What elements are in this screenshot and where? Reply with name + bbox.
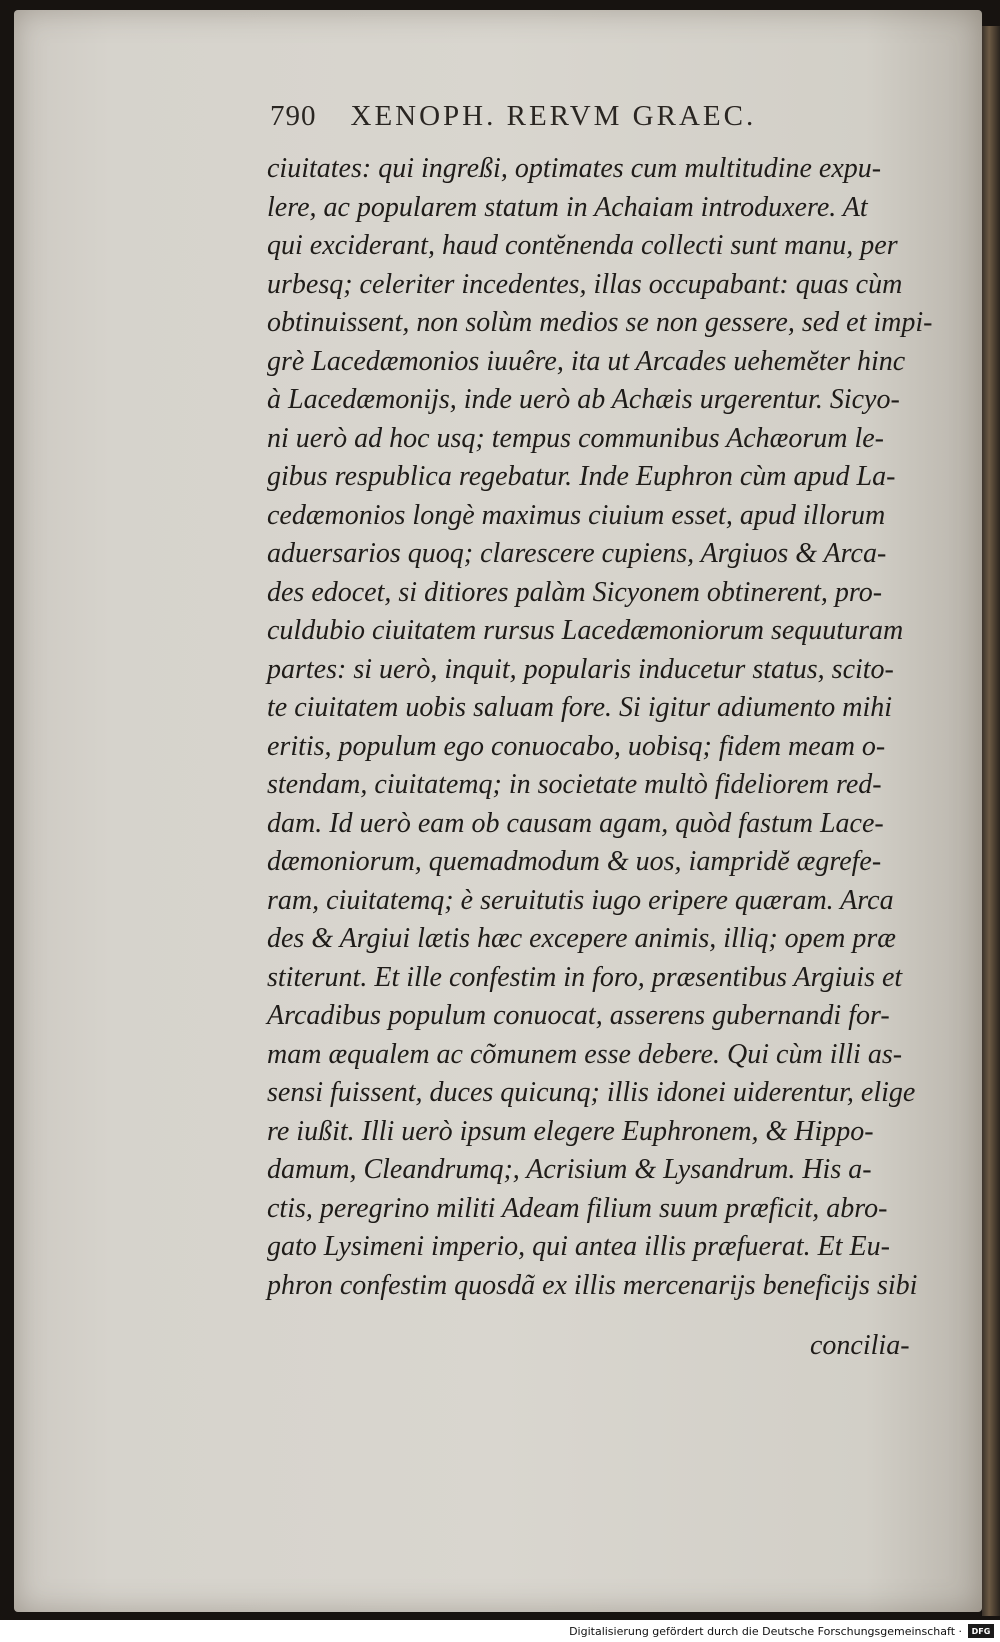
text-line: mam æqualem ac cõmunem esse debere. Qui cùm illi as-: [267, 1038, 903, 1070]
text-line: obtinuissent, non solùm medios se non gessere, sed et impi-: [267, 307, 933, 338]
body-text: [267, 150, 937, 1305]
running-head: XENOPH. RERVM GRAEC.: [350, 100, 757, 132]
text-line: aduersarios quoq; clarescere cupiens, Argiuos & Arca-: [267, 538, 887, 569]
funding-credit: Digitalisierung gefördert durch die Deutsche Forschungsgemeinschaft ·: [569, 1624, 962, 1638]
text-line: lere, ac popularem statum in Achaiam introduxere. At: [267, 191, 868, 223]
page-number: 790: [270, 100, 317, 132]
text-line: phron confestim quosdã ex illis mercenarijs beneficijs sibi: [267, 1269, 918, 1301]
text-line: gato Lysimeni imperio, qui antea illis præfuerat. Et Eu-: [267, 1231, 890, 1262]
text-line: culdubio ciuitatem rursus Lacedæmoniorum sequuturam: [267, 615, 904, 646]
text-line: cedæmonios longè maximus ciuium esset, apud illorum: [267, 499, 886, 531]
text-line: stiterunt. Et ille confestim in foro, præsentibus Argiuis et: [267, 961, 903, 993]
text-line: des & Argiui lætis hæc excepere animis, illiq; opem præ: [267, 923, 896, 954]
catchword: concilia-: [810, 1330, 910, 1361]
text-line: partes: si uerò, inquit, popularis inducetur status, scito-: [267, 653, 894, 685]
text-line: urbesq; celeriter incedentes, illas occupabant: quas cùm: [267, 268, 903, 300]
footer-bar: [0, 1620, 1000, 1642]
text-line: grè Lacedæmonios iuuêre, ita ut Arcades uehemĕter hinc: [267, 345, 906, 377]
text-line: damum, Cleandrumq;, Acrisium & Lysandrum. His a-: [267, 1154, 872, 1185]
text-line: re iußit. Illi uerò ipsum elegere Euphronem, & Hippo-: [267, 1115, 874, 1147]
dfg-logo-icon: DFG: [968, 1624, 994, 1638]
text-line: Arcadibus populum conuocat, asserens gubernandi for-: [267, 1000, 890, 1031]
text-line: ctis, peregrino militi Adeam filium suum præficit, abro-: [267, 1192, 888, 1224]
text-line: te ciuitatem uobis saluam fore. Si igitur adiumento mihi: [267, 692, 893, 723]
text-line: des edocet, si ditiores palàm Sicyonem obtinerent, pro-: [267, 576, 883, 608]
text-line: stendam, ciuitatemq; in societate multò fideliorem red-: [267, 769, 882, 800]
page-header: [270, 100, 850, 144]
text-line: dam. Id uerò eam ob causam agam, quòd fastum Lace-: [267, 807, 884, 839]
text-line: sensi fuissent, duces quicunq; illis idonei uiderentur, elige: [267, 1077, 916, 1108]
text-line: ram, ciuitatemq; è seruitutis iugo eripere quæram. Arca: [267, 884, 894, 916]
text-line: gibus respublica regebatur. Inde Euphron cùm apud La-: [267, 461, 896, 492]
text-line: à Lacedæmonijs, inde uerò ab Achæis urgerentur. Sicyo-: [267, 384, 900, 415]
text-line: ni uerò ad hoc usq; tempus communibus Achæorum le-: [267, 422, 884, 454]
text-line: eritis, populum ego conuocabo, uobisq; fidem meam o-: [267, 730, 886, 762]
text-line: qui exciderant, haud contĕnenda collecti sunt manu, per: [267, 230, 898, 261]
page-edge-binding: [982, 26, 1000, 1616]
text-line: dæmoniorum, quemadmodum & uos, iampridĕ ægrefe-: [267, 846, 882, 877]
text-line: ciuitates: qui ingreßi, optimates cum multitudine expu-: [267, 153, 882, 184]
